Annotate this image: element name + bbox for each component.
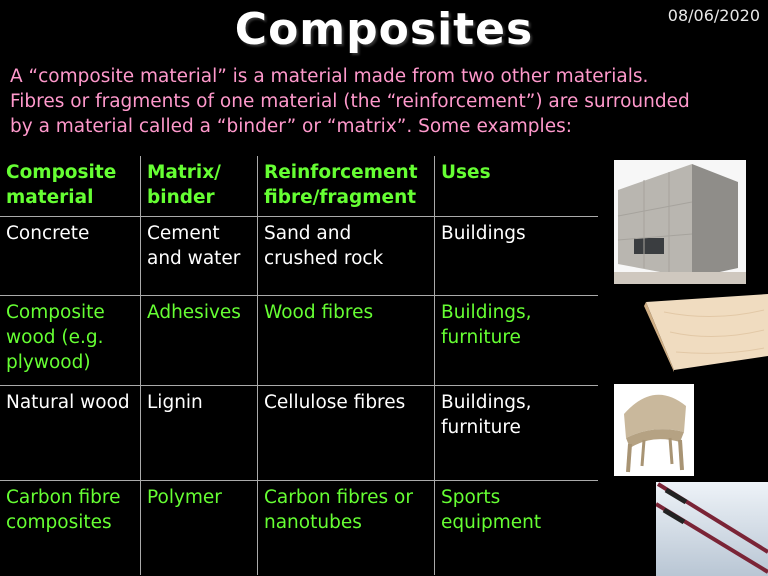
table-header-row (0, 156, 598, 217)
intro-line: Fibres or fragments of one material (the “reinforcement”) are surrounded (10, 91, 690, 112)
table-cell: Wood fibres (257, 296, 434, 385)
table-cell: Lignin (140, 386, 257, 480)
table-cell: Sand and crushed rock (257, 217, 434, 295)
column-header: Uses (434, 156, 598, 216)
table-cell: Buildings (434, 217, 598, 295)
wooden-chair-image (614, 384, 694, 476)
column-header: Composite material (6, 162, 117, 208)
slide-date: 08/06/2020 (667, 6, 760, 25)
slide-title: Composites (234, 4, 534, 55)
table-row (0, 217, 598, 296)
table-cell: Polymer (140, 481, 257, 575)
table-cell: Adhesives (140, 296, 257, 385)
table-cell: Carbon fibre composites (6, 487, 121, 533)
column-header: Reinforcement fibre/fragment (257, 156, 434, 216)
table-row (0, 296, 598, 386)
table-row (0, 481, 598, 575)
column-header: Matrix/ binder (140, 156, 257, 216)
intro-line: by a material called a “binder” or “matrix”. Some examples: (10, 116, 572, 137)
composites-table (0, 156, 598, 575)
intro-text (10, 64, 760, 139)
table-row (0, 386, 598, 481)
table-cell: Cement and water (140, 217, 257, 295)
table-cell: Buildings, furniture (434, 386, 598, 480)
intro-line: A “composite material” is a material made from two other materials. (10, 66, 649, 87)
plywood-image (644, 292, 768, 372)
table-cell: Buildings, furniture (434, 296, 598, 385)
table-cell: Carbon fibres or nanotubes (257, 481, 434, 575)
table-cell: Concrete (6, 223, 90, 244)
table-cell: Natural wood (6, 392, 130, 413)
carbon-fishing-rods-image (656, 482, 768, 576)
table-cell: Cellulose fibres (257, 386, 434, 480)
concrete-building-image (614, 160, 746, 284)
table-cell: Sports equipment (434, 481, 598, 575)
table-cell: Composite wood (e.g. plywood) (6, 302, 105, 373)
